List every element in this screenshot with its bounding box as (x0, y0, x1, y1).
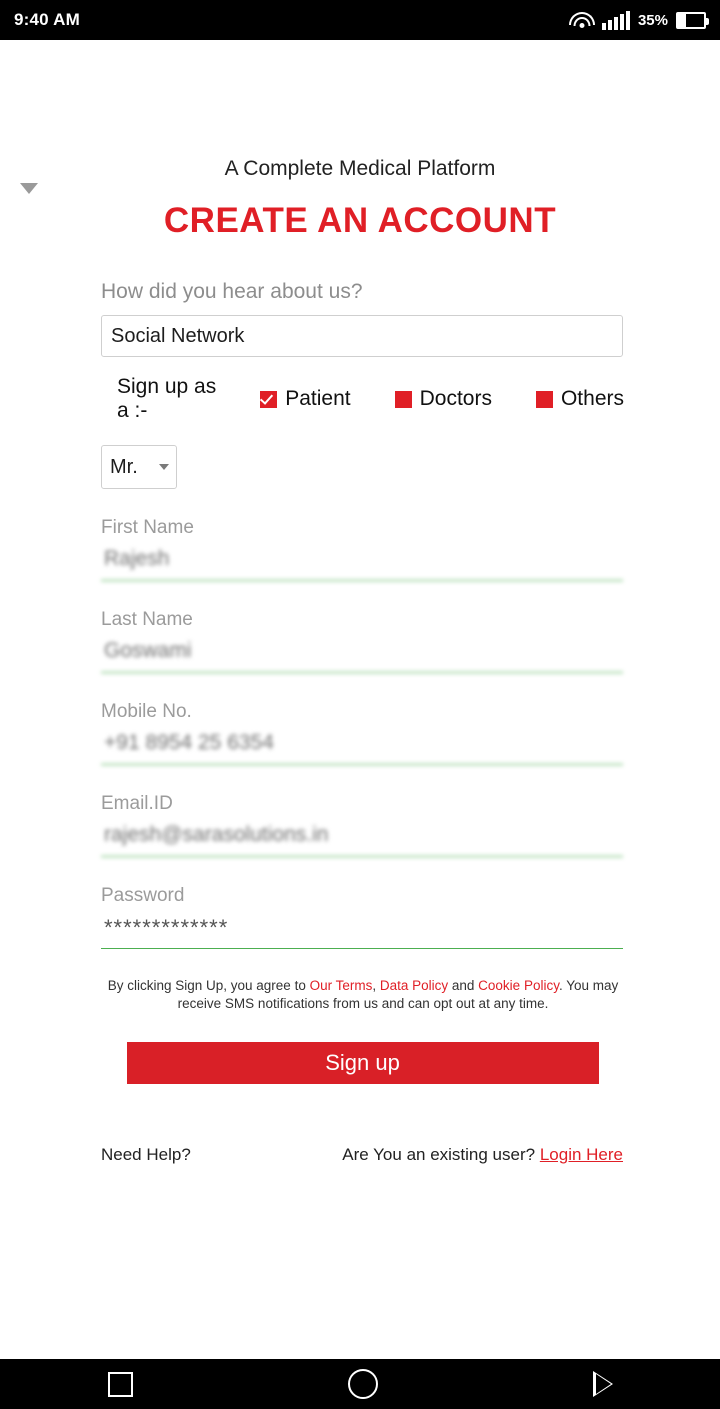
existing-user-block (342, 1145, 623, 1165)
field-email (101, 793, 623, 857)
signup-as-option-others[interactable] (536, 387, 624, 411)
link-our-terms[interactable]: Our Terms (309, 978, 373, 993)
footer-links (101, 1145, 623, 1165)
checkbox-patient-icon[interactable] (260, 391, 277, 408)
link-cookie-policy[interactable]: Cookie Policy (478, 978, 559, 993)
terms-prefix: By clicking Sign Up, you agree to (107, 978, 310, 993)
page-title: CREATE AN ACCOUNT (163, 201, 557, 240)
link-data-policy[interactable]: Data Policy (379, 978, 449, 993)
terms-sep1: , (372, 978, 380, 993)
field-password-label: Password (101, 885, 185, 906)
terms-sep2: and (448, 978, 479, 993)
field-first-name (101, 517, 623, 581)
square-recents-icon[interactable] (108, 1372, 133, 1397)
circle-home-icon[interactable] (348, 1369, 378, 1399)
checkbox-others-icon[interactable] (536, 391, 553, 408)
field-password (101, 885, 623, 949)
system-navigation-bar (0, 1359, 720, 1409)
cellular-signal-icon (602, 10, 630, 30)
tagline: A Complete Medical Platform (224, 157, 496, 180)
hear-about-us-input[interactable] (101, 315, 623, 357)
signup-as-option-patient-label: Patient (285, 387, 351, 410)
field-first-name-input[interactable]: Rajesh (101, 539, 623, 581)
field-email-label: Email.ID (101, 793, 173, 814)
field-last-name-input[interactable]: Goswami (101, 631, 623, 673)
signup-as-option-doctors[interactable] (395, 387, 492, 411)
signup-form (0, 280, 720, 1165)
signup-as-option-doctors-label: Doctors (419, 387, 492, 410)
battery-percent-label: 35% (637, 11, 668, 29)
field-email-input[interactable]: rajesh@sarasolutions.in (101, 815, 623, 857)
signup-as-option-others-label: Others (560, 387, 624, 410)
terms-suffix: . You may receive SMS notifications from us and can opt out at any time. (177, 978, 619, 1011)
field-mobile-no-input[interactable]: +91 8954 25 6354 (101, 723, 623, 765)
need-help-link[interactable]: Need Help? (101, 1144, 191, 1164)
triangle-back-icon[interactable] (593, 1371, 613, 1397)
status-indicators (570, 10, 706, 30)
field-mobile-no (101, 701, 623, 765)
signup-as-option-patient[interactable] (260, 387, 350, 411)
signup-as-label: Sign up as a :- (117, 375, 217, 422)
chevron-down-icon[interactable] (20, 183, 38, 194)
wifi-icon (570, 11, 594, 29)
status-time: 9:40 AM (14, 10, 80, 29)
hear-about-us-label: How did you hear about us? (101, 280, 363, 303)
login-here-link[interactable]: Login Here (539, 1144, 623, 1164)
field-first-name-label: First Name (101, 517, 194, 538)
signup-as-row (101, 375, 624, 423)
chevron-down-icon[interactable] (159, 464, 169, 470)
sign-up-button[interactable]: Sign up (127, 1042, 599, 1084)
checkbox-doctors-icon[interactable] (395, 391, 412, 408)
title-select[interactable] (101, 445, 177, 489)
field-mobile-no-label: Mobile No. (101, 701, 192, 722)
signup-screen (0, 157, 720, 1409)
existing-user-label: Are You an existing user? (342, 1144, 536, 1164)
field-last-name (101, 609, 623, 673)
battery-icon (676, 12, 706, 29)
field-last-name-label: Last Name (101, 609, 193, 630)
terms-text (101, 977, 625, 1013)
title-select-value: Mr. (110, 455, 138, 478)
status-bar (0, 0, 720, 40)
field-password-input[interactable]: ************* (101, 907, 623, 949)
